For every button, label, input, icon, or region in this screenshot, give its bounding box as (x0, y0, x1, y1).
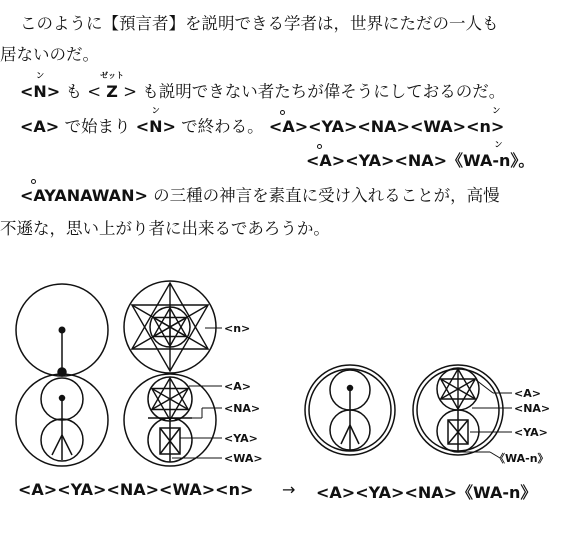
text-segment: 居ないのだ。 (0, 45, 99, 64)
label-wa-n: 《WA-n》 (494, 452, 549, 465)
term-text: <AYANAWAN> (20, 186, 148, 205)
label-n: <n> (224, 322, 251, 335)
ruby-text: ン (494, 140, 503, 149)
term-text: <N> (20, 82, 61, 101)
label-wa: <WA> (224, 452, 263, 465)
label-na: <NA> (224, 402, 261, 415)
caption-right: <A><YA><NA>《WA-n》 (316, 483, 537, 502)
text-segment: > も説明できない者たちが偉そうにしておるのだ。 (117, 82, 506, 101)
text-segment: 不遜な，思い上がり者に出来るであろうか。 (0, 219, 330, 238)
ruby-text: ン (151, 106, 160, 115)
term-text: Z (106, 82, 118, 101)
text-segment: このように【預言者】を説明できる学者は，世界にただの一人も (20, 14, 499, 33)
ruby-text: ン (492, 106, 501, 115)
label-ya: <YA> (224, 432, 258, 445)
text-segment: で終わる。 (175, 117, 269, 136)
label-a: <A> (224, 380, 251, 393)
figure-right-decorated (413, 365, 503, 455)
ruby-text: ゼット (100, 71, 124, 80)
term-text: <A><YA><NA>《WA-n》。 (306, 151, 535, 170)
figure-left-plain (16, 284, 108, 466)
term-text: <A><YA><NA><WA><n> (268, 117, 505, 136)
label-a: <A> (514, 387, 541, 400)
label-na: <NA> (514, 402, 551, 415)
label-ya: <YA> (514, 426, 548, 439)
text-segment: も < (60, 82, 107, 101)
figure-right-plain (305, 365, 395, 455)
term-a: <A> (20, 117, 60, 136)
text-segment: の三種の神言を素直に受け入れることが，高慢 (147, 186, 500, 205)
center-dot (59, 327, 66, 334)
term-text: <N> (135, 117, 176, 136)
caption-left: <A><YA><NA><WA><n> (18, 480, 254, 499)
text-segment: で始まり (59, 117, 136, 136)
caption-arrow: → (282, 480, 296, 499)
ruby-text: ン (36, 71, 45, 80)
